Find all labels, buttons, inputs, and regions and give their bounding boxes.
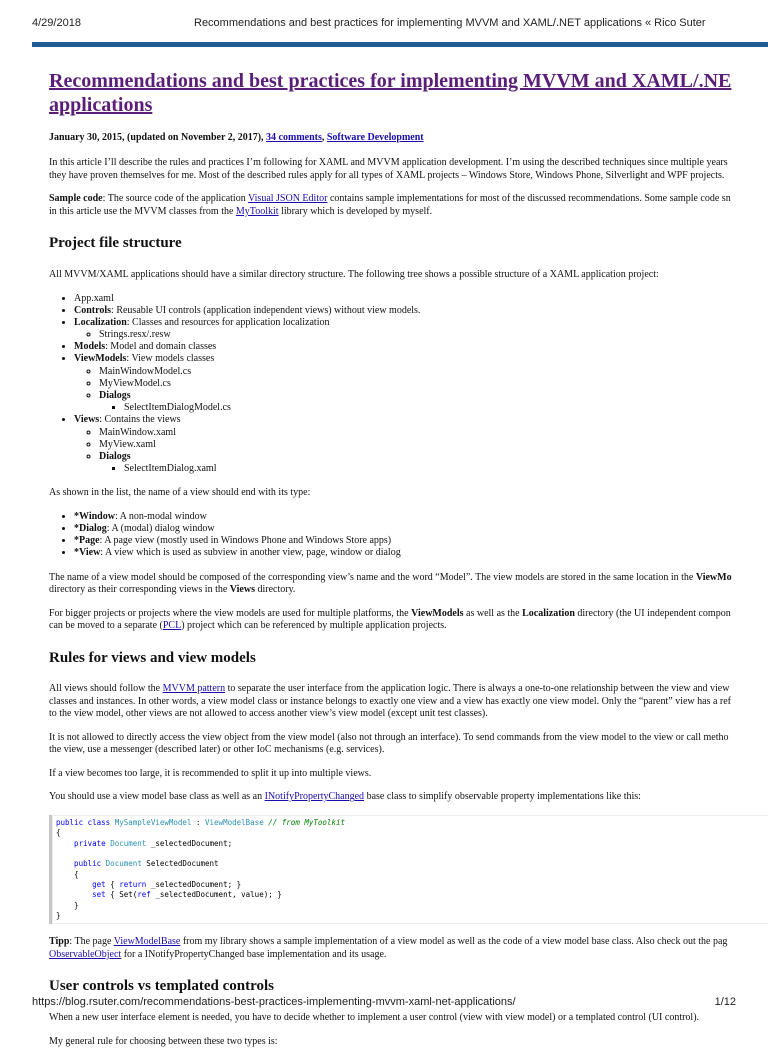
- list-item: • ViewModels: View models classes ◦ MainWindowModel.cs ◦ MyViewModel.cs ◦ Dialogs ▪ SelectItemDialogModel.cs: [74, 353, 768, 414]
- observableobject-link[interactable]: ObservableObject: [49, 948, 122, 960]
- view-type-list: [49, 511, 768, 560]
- naming-intro: As shown in the list, the name of a view should end with its type:: [49, 487, 311, 499]
- page-number: 1/12: [714, 996, 736, 1008]
- pcl-link[interactable]: PCL: [162, 620, 182, 632]
- viewmodelbase-link[interactable]: ViewModelBase: [113, 936, 181, 948]
- print-url: https://blog.rsuter.com/recommendations-best-practices-implementing-mvvm-xaml-net-applications/: [32, 996, 516, 1008]
- list-item: ▪ SelectItemDialog.xaml: [124, 463, 768, 475]
- intro-paragraph: In this article I’ll describe the rules and practices I’m following for XAML and MVVM application development. I’m using the described techniques since multiple years they have proven themselves for me. Most of the described rules apply for all types of XAML projects – Windows Store, Windows Phone, Silverlight and WPF projects.: [49, 157, 728, 181]
- article-title: [49, 69, 768, 118]
- list-item: • Views: Contains the views ◦ MainWindow.xaml ◦ MyView.xaml ◦ Dialogs ▪ SelectItemDialog.xaml: [74, 414, 768, 475]
- rules-paragraph-2: It is not allowed to directly access the view object from the view model (also not through an interface). To send commands from the view model to the view or call metho the view, use a messenger (described later) or other IoC mechanisms (e.g. services).: [49, 731, 729, 756]
- list-item: • *View: A view which is used as subview in another view, page, window or dialog: [74, 547, 768, 559]
- mytoolkit-link[interactable]: MyToolkit: [235, 205, 279, 217]
- view-model-naming-paragraph: The name of a view model should be composed of the corresponding view’s name and the word “Model”. The view models are stored in the same location in the ViewMo directory as their corresponding views in the Views directory.: [49, 571, 732, 596]
- controls-paragraph-2: My general rule for choosing between these two types is:: [49, 1035, 278, 1047]
- list-item: ◦ Strings.resx/.resw: [99, 329, 768, 341]
- heading-project-file-structure: Project file structure: [49, 235, 182, 252]
- list-item: ◦ MyView.xaml: [99, 439, 768, 451]
- sample-code-paragraph: Sample code: The source code of the application Visual JSON Editor contains sample implementations for most of the discussed recommendations. Some sample code sn in this article use the MVVM classes from the MyToolkit library which is developed by myself.: [49, 193, 731, 217]
- list-item: • App.xaml: [74, 293, 768, 305]
- list-item: • Models: Model and domain classes: [74, 341, 768, 353]
- comments-link[interactable]: 34 comments: [266, 131, 322, 143]
- list-item: ◦ MainWindow.xaml: [99, 427, 768, 439]
- rules-paragraph-1: All views should follow the MVVM pattern to separate the user interface from the application logic. There is always a one-to-one relationship between the view and view classes and instances. In other words, a view model class or instance belongs to exactly one view and a view has exactly one view model. Only the “parent” view has a ref to the view model, other views are not allowed to access another view’s view model (except unit test classes).: [49, 683, 731, 720]
- print-title: Recommendations and best practices for implementing MVVM and XAML/.NET applications « Rico Suter: [194, 17, 706, 29]
- list-item: ◦ Dialogs ▪ SelectItemDialogModel.cs: [99, 390, 768, 414]
- controls-paragraph-1: When a new user interface element is needed, you have to decide whether to implement a user control (view with view model) or a templated control (UI control).: [49, 1012, 700, 1024]
- code-block: public class MySampleViewModel : ViewModelBase // from MyToolkit { private Document _selectedDocument; public Document SelectedDocument { get { return _selectedDocument; } set { Set(ref _selectedDocument, value); } } }: [49, 815, 768, 924]
- list-item: ◦ Dialogs ▪ SelectItemDialog.xaml: [99, 451, 768, 475]
- tipp-paragraph: Tipp: The page ViewModelBase from my library shows a sample implementation of a view model as well as the code of a view model base class. Also check out the pag ObservableObject for a INotifyPropertyChanged base implementation and its usage.: [49, 936, 728, 960]
- print-date: 4/29/2018: [32, 17, 81, 29]
- bigger-projects-paragraph: For bigger projects or projects where the view models are used for multiple platforms, the ViewModels as well as the Localization directory (the UI independent compon can be moved to a separate (PCL) project which can be referenced by multiple application projects.: [49, 607, 731, 632]
- rules-paragraph-3: If a view becomes too large, it is recommended to split it up into multiple views.: [49, 767, 372, 779]
- directory-tree: [49, 293, 768, 476]
- category-link[interactable]: Software Development: [326, 131, 424, 143]
- rules-paragraph-4: You should use a view model base class as well as an INotifyPropertyChanged base class to simplify observable property implementations like this:: [49, 791, 641, 803]
- list-item: • Controls: Reusable UI controls (application independent views) without view models.: [74, 305, 768, 317]
- list-item: • *Window: A non-modal window: [74, 511, 768, 523]
- list-item: • *Page: A page view (mostly used in Windows Phone and Windows Store apps): [74, 535, 768, 547]
- heading-rules-views: Rules for views and view models: [49, 649, 256, 666]
- mvvm-pattern-link[interactable]: MVVM pattern: [162, 683, 226, 695]
- heading-user-controls: User controls vs templated controls: [49, 978, 274, 995]
- inotifypropertychanged-link[interactable]: INotifyPropertyChanged: [264, 791, 365, 803]
- list-item: ▪ SelectItemDialogModel.cs: [124, 402, 768, 414]
- list-item: ◦ MainWindowModel.cs: [99, 366, 768, 378]
- list-item: ◦ MyViewModel.cs: [99, 378, 768, 390]
- list-item: • Localization: Classes and resources for application localization ◦ Strings.resx/.resw: [74, 317, 768, 341]
- structure-intro: All MVVM/XAML applications should have a similar directory structure. The following tree shows a possible structure of a XAML application project:: [49, 269, 659, 281]
- article-title-link[interactable]: Recommendations and best practices for implementing MVVM and XAML/.NE applications: [49, 70, 732, 117]
- article-content: [49, 66, 768, 1059]
- print-footer: [32, 996, 736, 1008]
- visual-json-editor-link[interactable]: Visual JSON Editor: [248, 193, 328, 205]
- list-item: • *Dialog: A (modal) dialog window: [74, 523, 768, 535]
- site-top-bar: [32, 42, 768, 47]
- article-meta: January 30, 2015, (updated on November 2, 2017), 34 comments, Software Development: [49, 131, 424, 143]
